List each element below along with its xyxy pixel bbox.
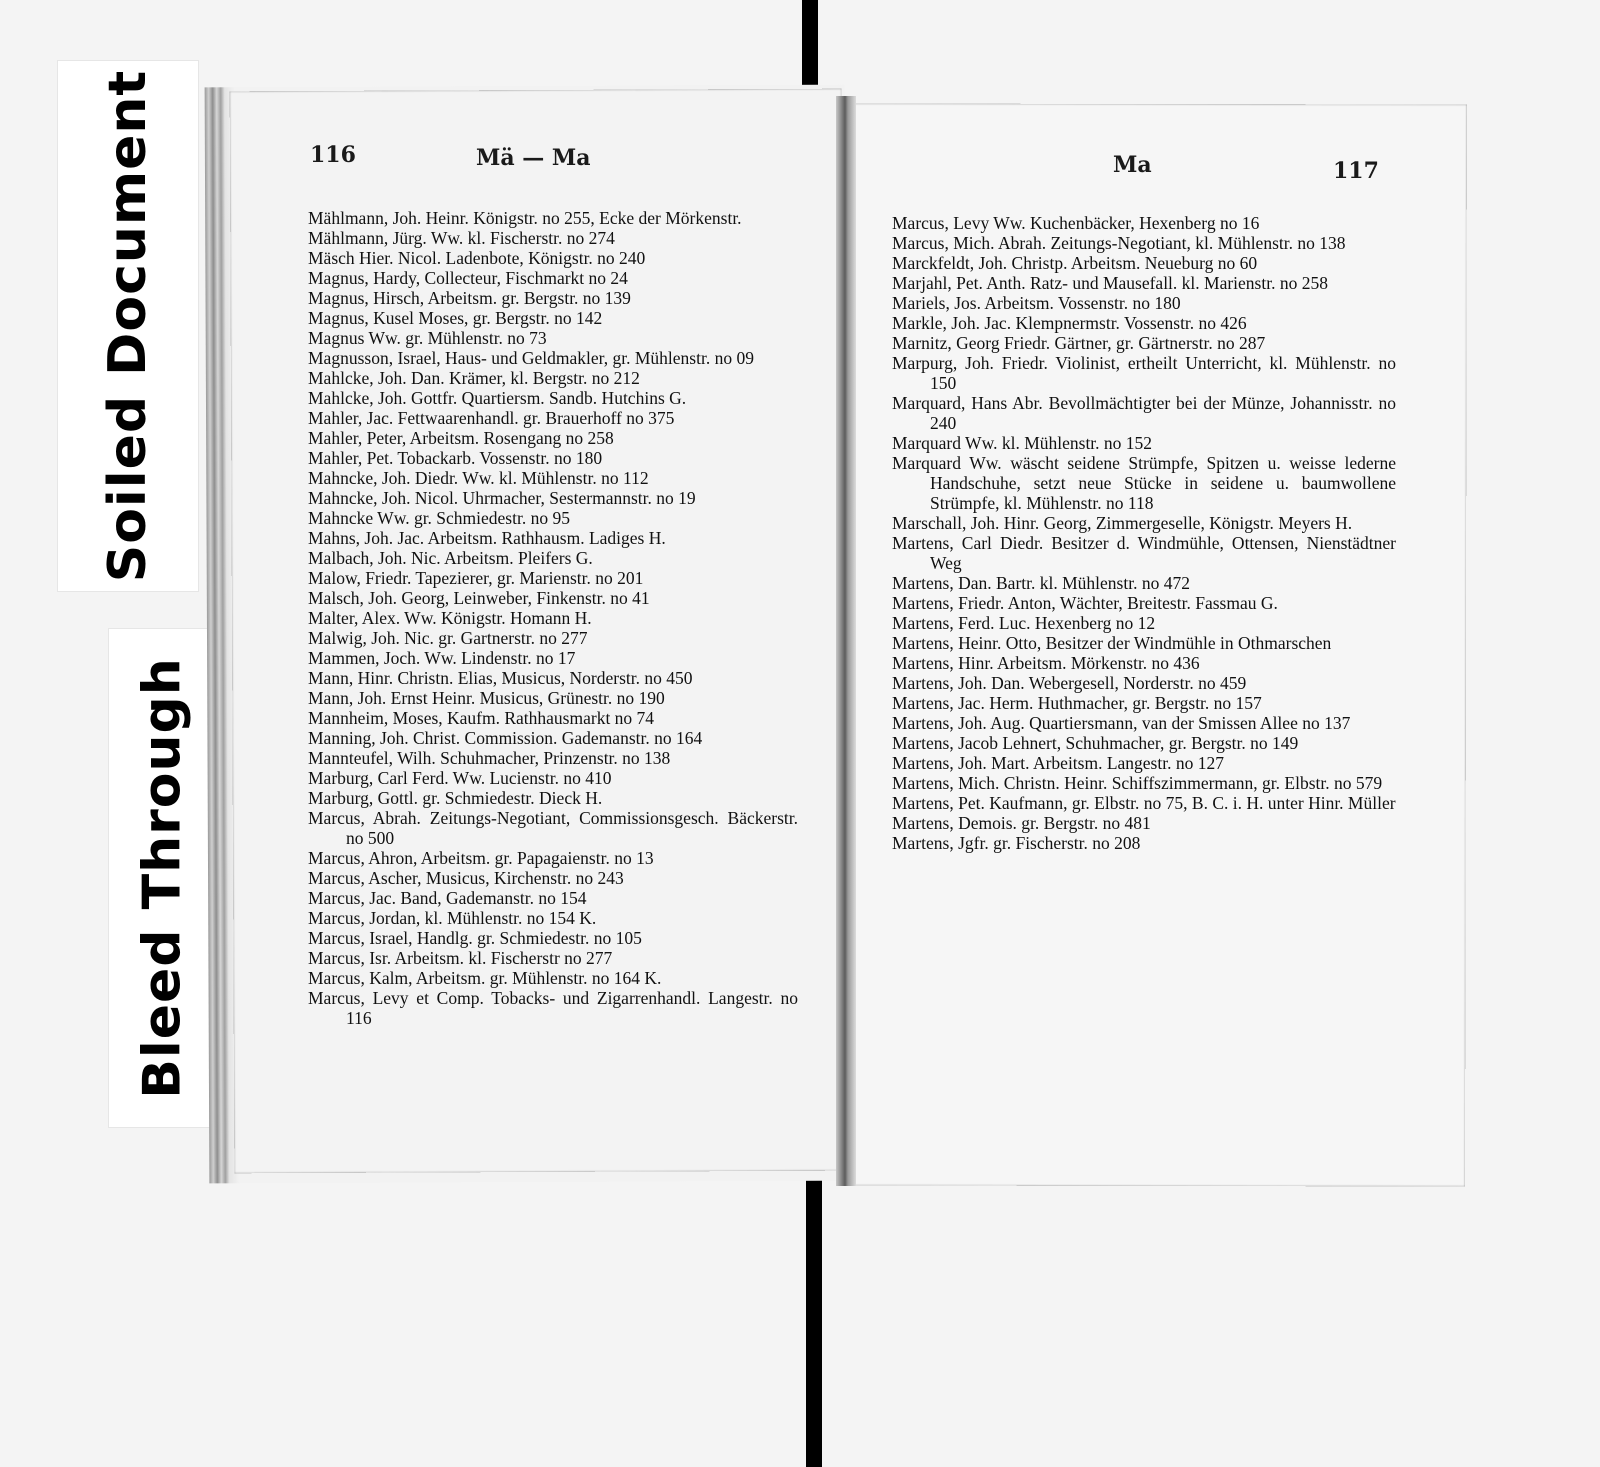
directory-entry: Mahncke Ww. gr. Schmiedestr. no 95 [308,508,570,528]
left-directory-list [308,208,798,1028]
directory-entry: Marjahl, Pet. Anth. Ratz- und Mausefall. kl. Marienstr. no 258 [892,273,1328,293]
left-running-head: Mä — Ma [476,145,591,171]
directory-entry: Magnus, Hirsch, Arbeitsm. gr. Bergstr. no 139 [308,288,631,308]
directory-entry: Mahler, Peter, Arbeitsm. Rosengang no 258 [308,428,614,448]
directory-entry: Mahncke, Joh. Diedr. Ww. kl. Mühlenstr. no 112 [308,468,649,488]
directory-entry: Mann, Joh. Ernst Heinr. Musicus, Grünestr. no 190 [308,688,665,708]
directory-entry: Martens, Joh. Dan. Webergesell, Norderstr. no 459 [892,673,1247,693]
directory-entry: Malow, Friedr. Tapezierer, gr. Marienstr. no 201 [308,568,644,588]
directory-entry: Marcus, Levy et Comp. Tobacks- und Zigarrenhandl. Langestr. no 116 [308,988,798,1028]
directory-entry: Magnus Ww. gr. Mühlenstr. no 73 [308,328,547,348]
directory-entry: Martens, Jacob Lehnert, Schuhmacher, gr. Bergstr. no 149 [892,733,1299,753]
bleed-through-tab [108,628,218,1128]
directory-entry: Martens, Joh. Mart. Arbeitsm. Langestr. no 127 [892,753,1224,773]
directory-entry: Mäsch Hier. Nicol. Ladenbote, Königstr. no 240 [308,248,646,268]
directory-entry: Manning, Joh. Christ. Commission. Gademanstr. no 164 [308,728,703,748]
directory-entry: Marquard Ww. wäscht seidene Strümpfe, Spitzen u. weisse lederne Handschuhe, setzt neue Stücke in seidene u. baumwollene Strümpfe, kl. Mühlenstr. no 118 [892,453,1396,513]
directory-entry: Malsch, Joh. Georg, Leinweber, Finkenstr. no 41 [308,588,650,608]
directory-entry: Martens, Joh. Aug. Quartiersmann, van der Smissen Allee no 137 [892,713,1351,733]
directory-entry: Mann, Hinr. Christn. Elias, Musicus, Norderstr. no 450 [308,668,693,688]
directory-entry: Martens, Heinr. Otto, Besitzer der Windmühle in Othmarschen [892,633,1332,653]
book-gutter [836,96,856,1186]
directory-entry: Martens, Jac. Herm. Huthmacher, gr. Bergstr. no 157 [892,693,1262,713]
directory-entry: Marcus, Ascher, Musicus, Kirchenstr. no 243 [308,868,624,888]
directory-entry: Malwig, Joh. Nic. gr. Gartnerstr. no 277 [308,628,588,648]
directory-entry: Mammen, Joch. Ww. Lindenstr. no 17 [308,648,576,668]
directory-entry: Martens, Mich. Christn. Heinr. Schiffszimmermann, gr. Elbstr. no 579 [892,773,1383,793]
directory-entry: Malter, Alex. Ww. Königstr. Homann H. [308,608,592,628]
right-page-number: 117 [1333,158,1379,184]
directory-entry: Marschall, Joh. Hinr. Georg, Zimmergeselle, Königstr. Meyers H. [892,513,1353,533]
directory-entry: Mahler, Jac. Fettwaarenhandl. gr. Brauerhoff no 375 [308,408,675,428]
directory-entry: Mannheim, Moses, Kaufm. Rathhausmarkt no 74 [308,708,655,728]
directory-entry: Martens, Dan. Bartr. kl. Mühlenstr. no 472 [892,573,1190,593]
directory-entry: Mahlcke, Joh. Dan. Krämer, kl. Bergstr. no 212 [308,368,640,388]
directory-entry: Martens, Hinr. Arbeitsm. Mörkenstr. no 436 [892,653,1200,673]
directory-entry: Magnusson, Israel, Haus- und Geldmakler, gr. Mühlenstr. no 09 [308,348,754,368]
right-directory-list [892,213,1396,853]
directory-entry: Marcus, Mich. Abrah. Zeitungs-Negotiant, kl. Mühlenstr. no 138 [892,233,1346,253]
directory-entry: Marcus, Ahron, Arbeitsm. gr. Papagaienstr. no 13 [308,848,654,868]
directory-entry: Magnus, Hardy, Collecteur, Fischmarkt no 24 [308,268,628,288]
soiled-document-label: Soiled Document [98,69,159,583]
directory-entry: Marpurg, Joh. Friedr. Violinist, ertheilt Unterricht, kl. Mühlenstr. no 150 [892,353,1396,393]
directory-entry: Marcus, Jordan, kl. Mühlenstr. no 154 K. [308,908,597,928]
directory-entry: Martens, Demois. gr. Bergstr. no 481 [892,813,1151,833]
directory-entry: Mahlcke, Joh. Gottfr. Quartiersm. Sandb. Hutchins G. [308,388,687,408]
directory-entry: Martens, Friedr. Anton, Wächter, Breitestr. Fassmau G. [892,593,1278,613]
directory-entry: Marburg, Carl Ferd. Ww. Lucienstr. no 410 [308,768,612,788]
directory-entry: Mählmann, Joh. Heinr. Königstr. no 255, Ecke der Mörkenstr. [308,208,742,228]
directory-entry: Mahncke, Joh. Nicol. Uhrmacher, Sestermannstr. no 19 [308,488,696,508]
directory-entry: Marcus, Isr. Arbeitsm. kl. Fischerstr no 277 [308,948,613,968]
directory-entry: Mannteufel, Wilh. Schuhmacher, Prinzenstr. no 138 [308,748,671,768]
directory-entry: Martens, Ferd. Luc. Hexenberg no 12 [892,613,1156,633]
directory-entry: Marckfeldt, Joh. Christp. Arbeitsm. Neueburg no 60 [892,253,1258,273]
directory-entry: Mahns, Joh. Jac. Arbeitsm. Rathhausm. Ladiges H. [308,528,666,548]
directory-entry: Marquard, Hans Abr. Bevollmächtigter bei der Münze, Johannisstr. no 240 [892,393,1396,433]
directory-entry: Magnus, Kusel Moses, gr. Bergstr. no 142 [308,308,603,328]
directory-entry: Marnitz, Georg Friedr. Gärtner, gr. Gärtnerstr. no 287 [892,333,1266,353]
directory-entry: Mariels, Jos. Arbeitsm. Vossenstr. no 180 [892,293,1181,313]
directory-entry: Martens, Carl Diedr. Besitzer d. Windmühle, Ottensen, Nienstädtner Weg [892,533,1396,573]
soiled-document-tab [57,60,199,592]
directory-entry: Martens, Pet. Kaufmann, gr. Elbstr. no 75, B. C. i. H. unter Hinr. Müller [892,793,1396,813]
directory-entry: Marburg, Gottl. gr. Schmiedestr. Dieck H. [308,788,603,808]
directory-entry: Malbach, Joh. Nic. Arbeitsm. Pleifers G. [308,548,593,568]
directory-entry: Martens, Jgfr. gr. Fischerstr. no 208 [892,833,1141,853]
spine-marker-bottom [806,1162,822,1467]
directory-entry: Marquard Ww. kl. Mühlenstr. no 152 [892,433,1153,453]
left-page-number: 116 [310,142,356,168]
directory-entry: Markle, Joh. Jac. Klempnermstr. Vossenstr. no 426 [892,313,1247,333]
right-running-head: Ma [1113,152,1152,178]
directory-entry: Mählmann, Jürg. Ww. kl. Fischerstr. no 274 [308,228,615,248]
directory-entry: Marcus, Levy Ww. Kuchenbäcker, Hexenberg no 16 [892,213,1260,233]
directory-entry: Marcus, Israel, Handlg. gr. Schmiedestr. no 105 [308,928,642,948]
directory-entry: Marcus, Jac. Band, Gademanstr. no 154 [308,888,587,908]
directory-entry: Marcus, Kalm, Arbeitsm. gr. Mühlenstr. no 164 K. [308,968,662,988]
bleed-through-label: Bleed Through [133,657,194,1099]
directory-entry: Mahler, Pet. Tobackarb. Vossenstr. no 180 [308,448,603,468]
directory-entry: Marcus, Abrah. Zeitungs-Negotiant, Commissionsgesch. Bäckerstr. no 500 [308,808,798,848]
